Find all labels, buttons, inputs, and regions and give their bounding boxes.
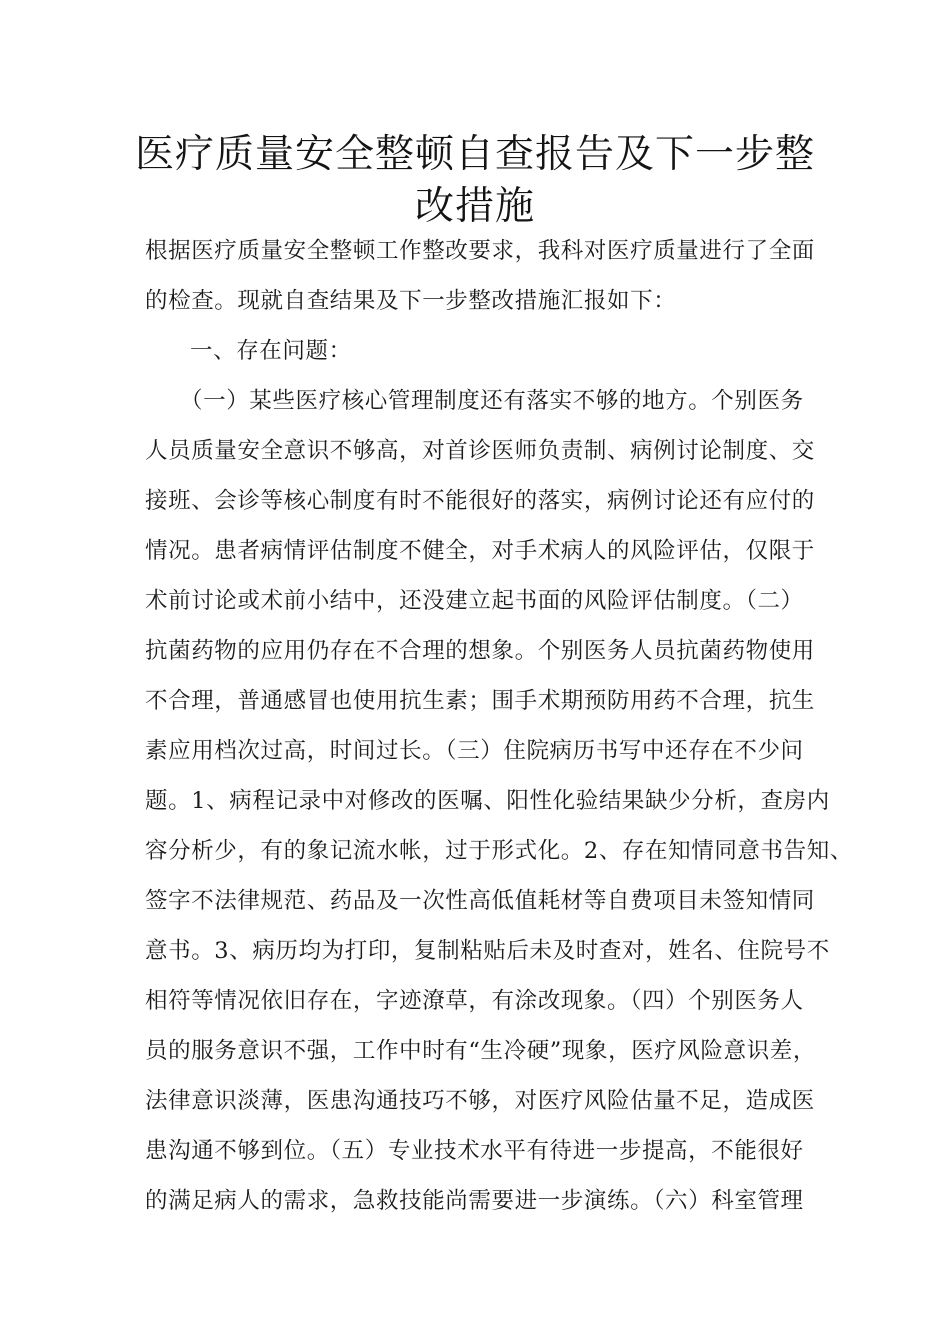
document-title-line-1: 医疗质量安全整顿自查报告及下一步整 <box>134 132 815 177</box>
body-line: 签字不法律规范、药品及一次性高低值耗材等自费项目未签知情同 <box>145 888 815 914</box>
body-line: 抗菌药物的应用仍存在不合理的想象。个别医务人员抗菌药物使用 <box>145 638 815 664</box>
body-line: （一）某些医疗核心管理制度还有落实不够的地方。个别医务 <box>180 388 804 414</box>
body-line: 患沟通不够到位。（五）专业技术水平有待进一步提高，不能很好 <box>145 1138 804 1164</box>
body-line: 情况。患者病情评估制度不健全，对手术病人的风险评估，仅限于 <box>145 538 815 564</box>
body-line: 术前讨论或术前小结中，还没建立起书面的风险评估制度。（二） <box>145 588 804 614</box>
body-line: 题。1、病程记录中对修改的医嘱、阳性化验结果缺少分析，查房内 <box>145 788 830 814</box>
document-title-line-2: 改措施 <box>414 184 535 229</box>
body-line: 法律意识淡薄，医患沟通技巧不够，对医疗风险估量不足，造成医 <box>145 1088 815 1114</box>
body-line: 根据医疗质量安全整顿工作整改要求，我科对医疗质量进行了全面 <box>145 238 815 264</box>
body-line: 接班、会诊等核心制度有时不能很好的落实，病例讨论还有应付的 <box>145 488 815 514</box>
body-line: 的满足病人的需求，急救技能尚需要进一步演练。（六）科室管理 <box>145 1188 804 1214</box>
body-line: 员的服务意识不强，工作中时有“生冷硬”现象，医疗风险意识差， <box>145 1038 817 1064</box>
body-line: 意书。3、病历均为打印，复制粘贴后未及时查对，姓名、住院号不 <box>145 938 830 964</box>
section-heading: 一、存在问题： <box>190 338 352 364</box>
body-line: 相符等情况依旧存在，字迹潦草，有涂改现象。（四）个别医务人 <box>145 988 804 1014</box>
body-line: 不合理，普通感冒也使用抗生素；围手术期预防用药不合理，抗生 <box>145 688 815 714</box>
body-line: 容分析少，有的象记流水帐，过于形式化。2、存在知情同意书告知、 <box>145 838 853 864</box>
body-line: 素应用档次过高，时间过长。（三）住院病历书写中还存在不少问 <box>145 738 804 764</box>
body-line: 人员质量安全意识不够高，对首诊医师负责制、病例讨论制度、交 <box>145 438 815 464</box>
body-line: 的检查。现就自查结果及下一步整改措施汇报如下： <box>145 288 677 314</box>
